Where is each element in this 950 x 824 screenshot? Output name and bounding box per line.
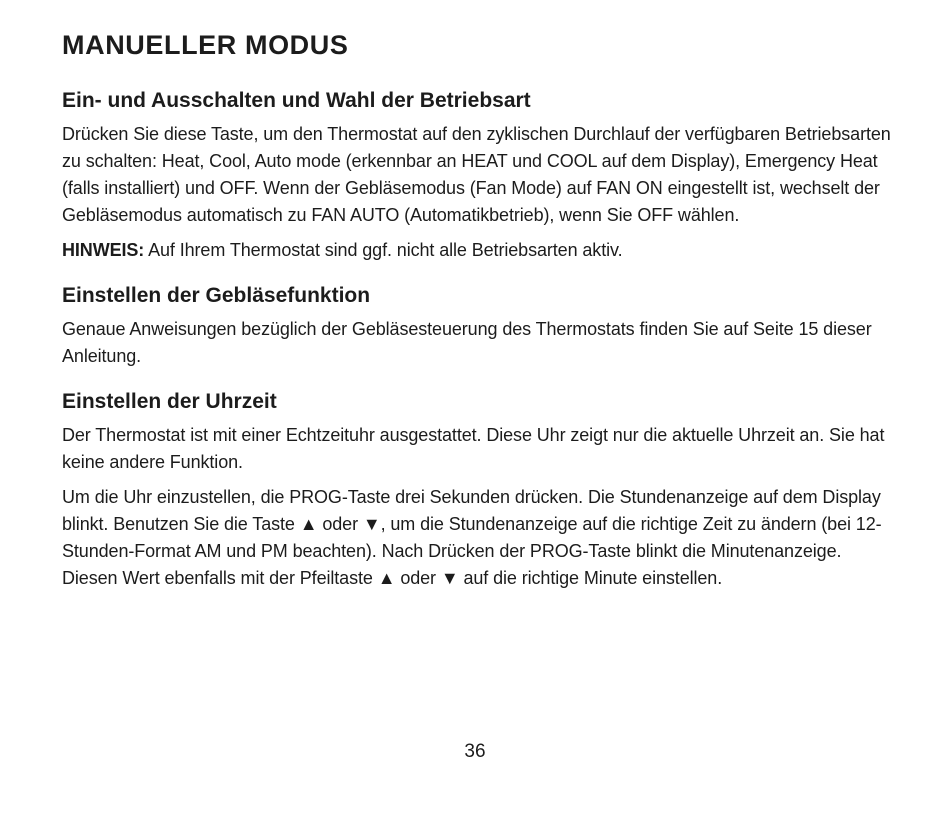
section-clock <box>62 390 892 592</box>
note-text: Auf Ihrem Thermostat sind ggf. nicht alle Betriebsarten aktiv. <box>144 240 623 260</box>
section-paragraph: Um die Uhr einzustellen, die PROG-Taste drei Sekunden drücken. Die Stundenanzeige auf dem Display blinkt. Benutzen Sie die Taste ▲ oder ▼, um die Stundenanzeige auf die richtige Zeit zu ändern (bei 12-Stunden-Format AM und PM beachten). Nach Drücken der PROG-Taste blinkt die Minutenanzeige. Diesen Wert ebenfalls mit der Pfeiltaste ▲ oder ▼ auf die richtige Minute einstellen. <box>62 487 882 588</box>
section-heading: Ein- und Ausschalten und Wahl der Betriebsart <box>62 89 531 112</box>
note-label: HINWEIS: <box>62 240 145 260</box>
page-title: MANUELLER MODUS <box>62 30 349 60</box>
section-power-mode <box>62 89 892 264</box>
manual-page <box>62 30 892 612</box>
note-paragraph <box>62 237 892 264</box>
section-heading: Einstellen der Uhrzeit <box>62 390 277 413</box>
section-fan <box>62 284 892 370</box>
section-paragraph: Der Thermostat ist mit einer Echtzeituhr ausgestattet. Diese Uhr zeigt nur die aktuelle Uhrzeit an. Sie hat keine andere Funktion. <box>62 425 885 472</box>
section-paragraph: Drücken Sie diese Taste, um den Thermostat auf den zyklischen Durchlauf der verfügbaren Betriebsarten zu schalten: Heat, Cool, Auto mode (erkennbar an HEAT und COOL auf dem Display), Emergency Heat (falls installiert) und OFF. Wenn der Gebläsemodus (Fan Mode) auf FAN ON eingestellt ist, wechselt der Gebläsemodus automatisch zu FAN AUTO (Automatikbetrieb), wenn Sie OFF wählen. <box>62 124 891 225</box>
page-number: 36 <box>464 741 486 762</box>
section-heading: Einstellen der Gebläsefunktion <box>62 284 371 307</box>
section-paragraph: Genaue Anweisungen bezüglich der Gebläsesteuerung des Thermostats finden Sie auf Seite 15 dieser Anleitung. <box>62 319 872 366</box>
